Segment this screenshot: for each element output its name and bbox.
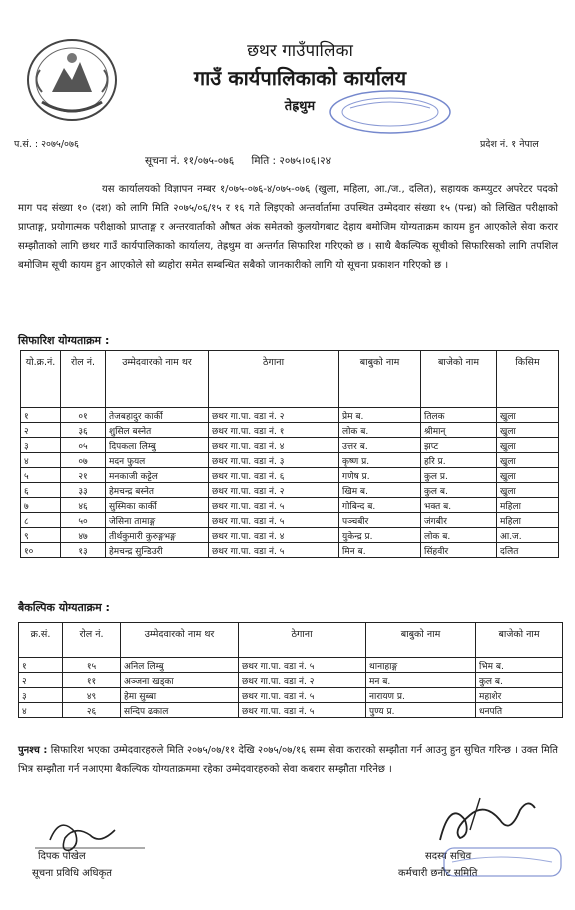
recommended-cell: खुला <box>497 468 559 483</box>
alternative-cell: धनपति <box>476 703 563 718</box>
notice-date: मिति : २०७५।०६।२४ <box>251 155 332 167</box>
recommended-cell: छथर गा.पा. वडा नं. ६ <box>209 468 339 483</box>
recommended-header-cell: बाबुको नाम <box>339 351 421 408</box>
recommended-cell: दलित <box>497 543 559 558</box>
recommended-cell: हेमचन्द्र सुन्डिउरी <box>106 543 209 558</box>
recommended-cell: जंगबीर <box>421 513 497 528</box>
notice-body-text: यस कार्यालयको विज्ञापन नम्बर १/०७५-०७६-४/०७५-०७६ (खुला, महिला, आ./ज., दलित), सहायक कम्प्युटर अपरेटर पदको माग पद संख्या १० (दश) को लागि मिति २०७५/०६/१५ र १६ गते लिइएको अन्तर्वार्तामा उपस्थित उम्मेदवार संख्या १५ (पन्ध्र) को लिखित परीक्षाको प्राप्ताङ्ग, प्रयोगात्मक परीक्षाको प्राप्ताङ्ग र अन्तरवार्ताको औषत अंक समेतको कुलयोगबाट देहाय बमोजिम योग्यताक्रम कायम हुन आएकोले सेवा करार सम्झौताको लागि छथर गाउँ कार्यपालिकाको कार्यालय, तेह्रथुम वा अन्तर्गत सिफारिश गरिएको छ । साथै बैकल्पिक सूचीको सिफारिसको लागि तपशिल बमोजिम सूची कायम हुन आएकोले सो ब्यहोरा समेत सम्बन्धित सबैको जानकारीको लागि यो सूचना प्रकाशन गरिएको छ । <box>18 184 558 271</box>
recommended-cell: खिम ब. <box>339 483 421 498</box>
table-row <box>21 423 559 438</box>
right-signatory-name: सदस्य सचिव <box>425 851 472 862</box>
recommended-cell: श्रीमान् <box>421 423 497 438</box>
recommended-cell: मिन ब. <box>339 543 421 558</box>
district-name: तेह्रथुम <box>284 99 316 114</box>
recommended-cell: आ.ज. <box>497 528 559 543</box>
recommended-cell: लोक ब. <box>339 423 421 438</box>
recommended-title: सिफारिश योग्यताक्रम : <box>18 334 110 347</box>
recommended-cell: प्रेम ब. <box>339 408 421 423</box>
alternative-header-cell: रोल नं. <box>63 623 121 658</box>
committee-stamp-icon <box>440 842 565 882</box>
table-row <box>21 513 559 528</box>
alternative-cell: छथर गा.पा. वडा नं. ५ <box>239 688 366 703</box>
table-row <box>19 658 563 673</box>
recommended-cell: ९ <box>21 528 61 543</box>
table-row <box>21 453 559 468</box>
recommended-cell: ५ <box>21 468 61 483</box>
recommended-header-cell: ठेगाना <box>209 351 339 408</box>
alternative-header-cell: उम्मेदवारको नाम थर <box>121 623 239 658</box>
recommended-cell: खुला <box>497 438 559 453</box>
province-label: प्रदेश नं. १ नेपाल <box>480 139 539 150</box>
recommended-cell: ०१ <box>61 408 106 423</box>
alternative-cell: छथर गा.पा. वडा नं. ५ <box>239 703 366 718</box>
recommended-cell: पञ्चबीर <box>339 513 421 528</box>
recommended-cell: छथर गा.पा. वडा नं. ५ <box>209 513 339 528</box>
recommended-cell: छथर गा.पा. वडा नं. १ <box>209 423 339 438</box>
recommended-cell: ०५ <box>61 438 106 453</box>
recommended-cell: खुला <box>497 408 559 423</box>
table-row <box>21 483 559 498</box>
recommended-cell: दिपकला लिम्बु <box>106 438 209 453</box>
recommended-header-cell: किसिम <box>497 351 559 408</box>
recommended-cell: खुला <box>497 453 559 468</box>
recommended-cell: छथर गा.पा. वडा नं. २ <box>209 483 339 498</box>
alternative-header-cell: ठेगाना <box>239 623 366 658</box>
table-row <box>21 468 559 483</box>
office-name: गाउँ कार्यपालिकाको कार्यालय <box>193 66 407 90</box>
nepal-emblem-icon <box>22 30 122 125</box>
recommended-cell: शुसिल बस्नेत <box>106 423 209 438</box>
table-row <box>21 528 559 543</box>
recommended-cell: छथर गा.पा. वडा नं. ४ <box>209 438 339 453</box>
recommended-cell: छथर गा.पा. वडा नं. ३ <box>209 453 339 468</box>
recommended-cell: उत्तर ब. <box>339 438 421 453</box>
alternative-cell: अञ्जना खड्का <box>121 673 239 688</box>
recommended-cell: ३६ <box>61 423 106 438</box>
recommended-cell: १० <box>21 543 61 558</box>
alternative-header-cell: क्र.सं. <box>19 623 63 658</box>
recommended-cell: ७ <box>21 498 61 513</box>
alternative-header-cell: बाबुको नाम <box>366 623 476 658</box>
recommended-cell: युकेन्द्र प्र. <box>339 528 421 543</box>
table-header-row <box>19 623 563 658</box>
left-signatory-title: सूचना प्रविधि अधिकृत <box>32 868 112 879</box>
alternative-cell: छथर गा.पा. वडा नं. २ <box>239 673 366 688</box>
alternative-cell: पुण्य प्र. <box>366 703 476 718</box>
recommended-cell: गणेष प्र. <box>339 468 421 483</box>
table-row <box>19 673 563 688</box>
recommended-cell: छथर गा.पा. वडा नं. ४ <box>209 528 339 543</box>
alternative-cell: मन ब. <box>366 673 476 688</box>
recommended-cell: खुला <box>497 483 559 498</box>
recommended-cell: १ <box>21 408 61 423</box>
recommended-cell: हेमचन्द्र बस्नेत <box>106 483 209 498</box>
table-header-row <box>21 351 559 408</box>
alternative-cell: २ <box>19 673 63 688</box>
recommended-header-cell: उम्मेदवारको नाम थर <box>106 351 209 408</box>
recommended-cell: ६ <box>21 483 61 498</box>
office-stamp-icon <box>325 88 455 136</box>
recommended-cell: लोक ब. <box>421 528 497 543</box>
alternative-cell: नारायण प्र. <box>366 688 476 703</box>
recommended-cell: छथर गा.पा. वडा नं. ५ <box>209 543 339 558</box>
alternative-cell: १ <box>19 658 63 673</box>
alternative-cell: ३ <box>19 688 63 703</box>
recommended-cell: मदन फुयल <box>106 453 209 468</box>
municipality-name: छथर गाउँपालिका <box>247 41 353 61</box>
recommended-cell: ८ <box>21 513 61 528</box>
recommended-cell: १३ <box>61 543 106 558</box>
alternative-cell: १५ <box>63 658 121 673</box>
alternative-cell: २६ <box>63 703 121 718</box>
recommended-cell: सुस्मिका कार्की <box>106 498 209 513</box>
recommended-cell: ३३ <box>61 483 106 498</box>
table-row <box>21 438 559 453</box>
recommended-header-cell: रोल नं. <box>61 351 106 408</box>
notice-line <box>145 154 345 168</box>
alternative-cell: अनिल लिम्बु <box>121 658 239 673</box>
recommended-cell: महिला <box>497 498 559 513</box>
recommended-cell: भक्त ब. <box>421 498 497 513</box>
alternative-cell: सन्दिप ढकाल <box>121 703 239 718</box>
recommended-header-cell: यो.क्र.नं. <box>21 351 61 408</box>
alternative-table <box>18 622 563 718</box>
alternative-cell: हेमा सुब्बा <box>121 688 239 703</box>
alternative-cell: भिम ब. <box>476 658 563 673</box>
recommended-cell: २ <box>21 423 61 438</box>
recommended-cell: महिला <box>497 513 559 528</box>
table-row <box>19 688 563 703</box>
alternative-cell: ४ <box>19 703 63 718</box>
recommended-cell: तेजबहादुर कार्की <box>106 408 209 423</box>
recommended-cell: तीर्थकुमारी कुरुङ्गभङ्ग <box>106 528 209 543</box>
alternative-header-cell: बाजेको नाम <box>476 623 563 658</box>
alternative-cell: छथर गा.पा. वडा नं. ५ <box>239 658 366 673</box>
notice-number: सूचना नं. ११/०७५-०७६ <box>145 155 235 167</box>
right-signatory-title: कर्मचारी छनौट समिति <box>398 868 478 879</box>
reference-number: प.सं. : २०७५/०७६ <box>14 139 79 150</box>
footnote <box>18 741 558 779</box>
recommended-cell: मनकाजी कट्टेल <box>106 468 209 483</box>
footnote-text: सिफारिश भएका उम्मेदवारहरुले मिति २०७५/०७/११ देखि २०७५/०७/१६ सम्म सेवा करारको सम्झौता गर्न आउनु हुन सुचित गरिन्छ । उक्त मिति भित्र सम्झौता गर्न नआएमा बैकल्पिक योग्यताक्रममा रहेका उम्मेदवारहरुको सेवा कबरार सम्झौता गरिनेछ । <box>18 745 558 775</box>
recommended-cell: कृष्ण प्र. <box>339 453 421 468</box>
recommended-cell: छथर गा.पा. वडा नं. २ <box>209 408 339 423</box>
recommended-cell: सिंहवीर <box>421 543 497 558</box>
recommended-cell: हरि प्र. <box>421 453 497 468</box>
recommended-cell: ०७ <box>61 453 106 468</box>
alternative-cell: महाशेर <box>476 688 563 703</box>
recommended-cell: कुल प्र. <box>421 468 497 483</box>
recommended-table <box>20 350 559 558</box>
recommended-cell: २१ <box>61 468 106 483</box>
recommended-cell: छथर गा.पा. वडा नं. ५ <box>209 498 339 513</box>
recommended-cell: गोबिन्द ब. <box>339 498 421 513</box>
recommended-cell: ४६ <box>61 498 106 513</box>
recommended-cell: ४ <box>21 453 61 468</box>
table-row <box>21 498 559 513</box>
recommended-header-cell: बाजेको नाम <box>421 351 497 408</box>
alternative-cell: ११ <box>63 673 121 688</box>
alternative-cell: ४९ <box>63 688 121 703</box>
table-row <box>21 543 559 558</box>
table-row <box>19 703 563 718</box>
alternative-cell: कुल ब. <box>476 673 563 688</box>
recommended-cell: जेसिना तामाङ्ग <box>106 513 209 528</box>
recommended-cell: झप्ट <box>421 438 497 453</box>
recommended-cell: ४७ <box>61 528 106 543</box>
alternative-cell: थानाहाङ्ग <box>366 658 476 673</box>
alternative-title: बैकल्पिक योग्यताक्रम : <box>18 601 110 614</box>
recommended-cell: ३ <box>21 438 61 453</box>
notice-body <box>18 180 558 275</box>
table-row <box>21 408 559 423</box>
footnote-label: पुनश्च : <box>18 745 48 756</box>
recommended-cell: खुला <box>497 423 559 438</box>
recommended-cell: कुल ब. <box>421 483 497 498</box>
recommended-cell: ५० <box>61 513 106 528</box>
recommended-cell: तिलक <box>421 408 497 423</box>
left-signatory-name: दिपक पोखेल <box>38 851 86 862</box>
